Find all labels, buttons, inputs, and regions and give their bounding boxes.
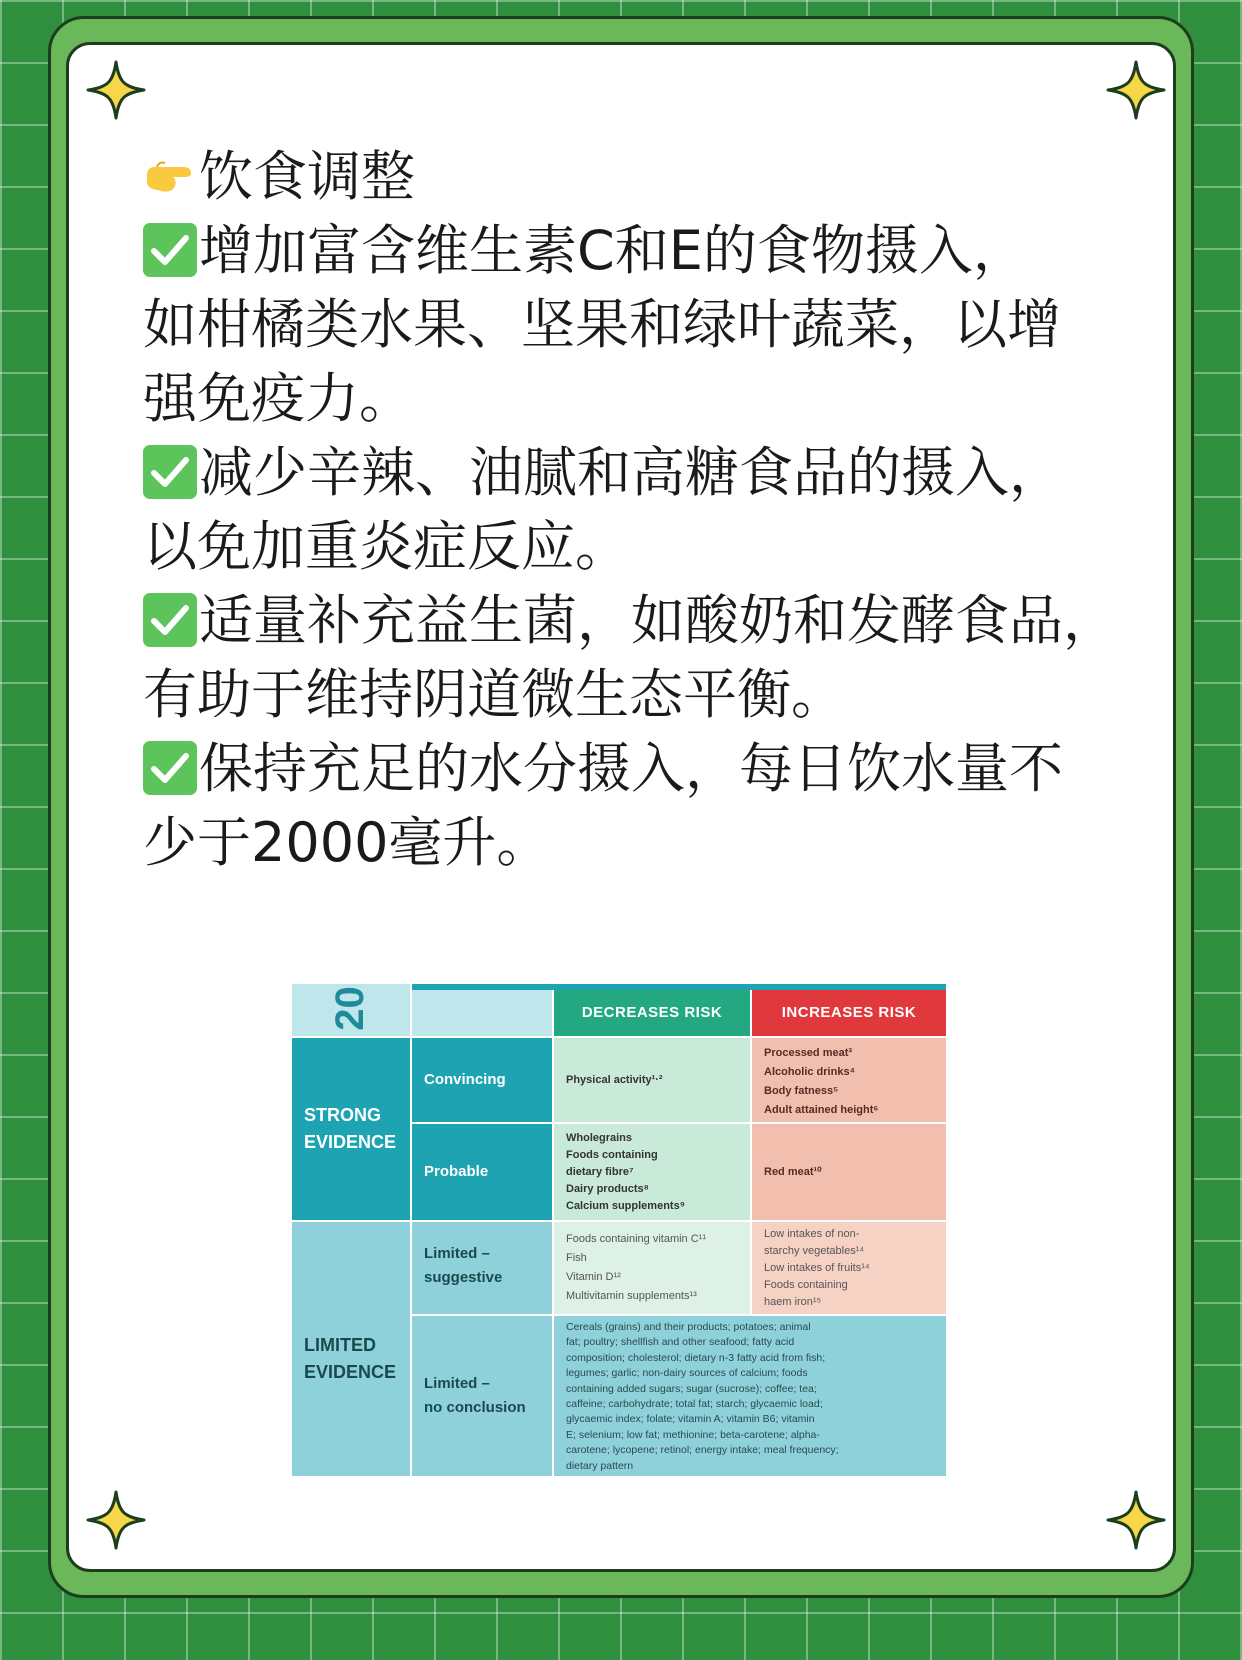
year-corner [292, 984, 410, 1036]
check-mark-icon [143, 593, 197, 647]
list-item [143, 436, 1133, 510]
cell-line: glycaemic index; folate; vitamin A; vitamin B6; vitamin [566, 1413, 815, 1426]
strong-evidence-label [292, 1038, 410, 1220]
decreases-risk-header: DECREASES RISK [554, 990, 750, 1036]
label-line: suggestive [424, 1269, 503, 1286]
cell-line: Foods containing vitamin C¹¹ [566, 1233, 707, 1245]
convincing-decreases-cell [554, 1038, 750, 1122]
cell-line: fat; poultry; shellfish and other seafood; fatty acid [566, 1336, 795, 1349]
item-line: 如柑橘类水果、坚果和绿叶蔬菜，以增 [143, 293, 1061, 356]
cell-line: Wholegrains [566, 1132, 633, 1144]
cell-line: Fish [566, 1252, 587, 1264]
year-fragment: 20 [327, 986, 372, 1031]
cell-line: Calcium supplements⁹ [566, 1200, 685, 1212]
strong-evidence-line: EVIDENCE [304, 1132, 397, 1152]
cell-line: Body fatness⁵ [764, 1085, 839, 1097]
item-line: 保持充足的水分摄入，每日饮水量不 [199, 737, 1063, 800]
check-mark-icon [143, 223, 197, 277]
probable-decreases-cell [554, 1124, 750, 1220]
cell-line: Foods containing [764, 1279, 848, 1291]
heading-text: 饮食调整 [199, 145, 415, 208]
strong-evidence-line: STRONG [304, 1105, 382, 1125]
item-line: 强免疫力。 [143, 367, 413, 430]
limited-suggestive-label [412, 1222, 552, 1314]
cell-line: Physical activity¹·² [566, 1074, 663, 1086]
pointing-hand-icon [143, 148, 197, 202]
limited-evidence-line: EVIDENCE [304, 1362, 397, 1382]
blank-header [412, 990, 552, 1036]
item-line: 增加富含维生素C和E的食物摄入， [199, 219, 1027, 282]
suggestive-decreases-cell [554, 1222, 750, 1314]
cell-line: dietary pattern [566, 1459, 634, 1472]
increases-risk-header: INCREASES RISK [752, 990, 946, 1036]
cell-line: Red meat¹⁰ [764, 1166, 822, 1178]
check-mark-icon [143, 445, 197, 499]
label-line: no conclusion [424, 1399, 526, 1416]
cell-line: E; selenium; low fat; methionine; beta-carotene; alpha- [566, 1428, 820, 1441]
list-item [143, 732, 1133, 806]
cell-line: composition; cholesterol; dietary n-3 fatty acid from fish; [566, 1351, 826, 1364]
cell-line: carotene; lycopene; retinol; energy intake; meal frequency; [566, 1444, 839, 1457]
limited-evidence-label [292, 1222, 410, 1476]
cell-line: Processed meat³ [764, 1047, 853, 1059]
convincing-increases-cell [752, 1038, 946, 1122]
list-item [143, 214, 1133, 288]
convincing-label: Convincing [412, 1038, 552, 1122]
cell-line: starchy vegetables¹⁴ [764, 1245, 865, 1257]
suggestive-increases-cell [752, 1222, 946, 1314]
cell-line: Alcoholic drinks⁴ [764, 1066, 856, 1078]
cell-line: caffeine; carbohydrate; total fat; starch; glycaemic load; [566, 1398, 823, 1411]
evidence-table-image [292, 984, 946, 1476]
cell-line: Low intakes of fruits¹⁴ [764, 1262, 870, 1274]
sparkle-icon [86, 60, 146, 120]
cell-line: Multivitamin supplements¹³ [566, 1290, 697, 1302]
probable-label: Probable [412, 1124, 552, 1220]
cell-line: Foods containing [566, 1149, 658, 1161]
list-item [143, 584, 1133, 658]
limited-no-conclusion-label [412, 1316, 552, 1476]
item-line: 适量补充益生菌，如酸奶和发酵食品， [199, 589, 1117, 652]
cell-line: Dairy products⁸ [566, 1183, 649, 1195]
item-line: 以免加重炎症反应。 [143, 515, 629, 578]
cell-line: dietary fibre⁷ [566, 1166, 634, 1178]
sparkle-icon [1106, 60, 1166, 120]
no-conclusion-cell [554, 1316, 946, 1476]
label-line: Limited – [424, 1375, 490, 1392]
cell-line: containing added sugars; sugar (sucrose); coffee; tea; [566, 1382, 817, 1395]
heading-line [143, 140, 1133, 214]
check-mark-icon [143, 741, 197, 795]
diet-advice-text [143, 140, 1133, 880]
cell-line: Cereals (grains) and their products; potatoes; animal [566, 1321, 811, 1333]
cell-line: legumes; garlic; non-dairy sources of calcium; foods [566, 1367, 808, 1380]
sparkle-icon [1106, 1490, 1166, 1550]
cell-line: Adult attained height⁶ [764, 1104, 879, 1116]
probable-increases-cell [752, 1124, 946, 1220]
limited-evidence-line: LIMITED [304, 1335, 376, 1355]
label-line: Limited – [424, 1245, 490, 1262]
item-line: 减少辛辣、油腻和高糖食品的摄入， [199, 441, 1063, 504]
cell-line: Low intakes of non- [764, 1228, 860, 1240]
item-line: 有助于维持阴道微生态平衡。 [143, 663, 845, 726]
sparkle-icon [86, 1490, 146, 1550]
item-line: 少于2000毫升。 [143, 811, 551, 874]
cell-line: haem iron¹⁵ [764, 1296, 822, 1308]
cell-line: Vitamin D¹² [566, 1271, 621, 1283]
